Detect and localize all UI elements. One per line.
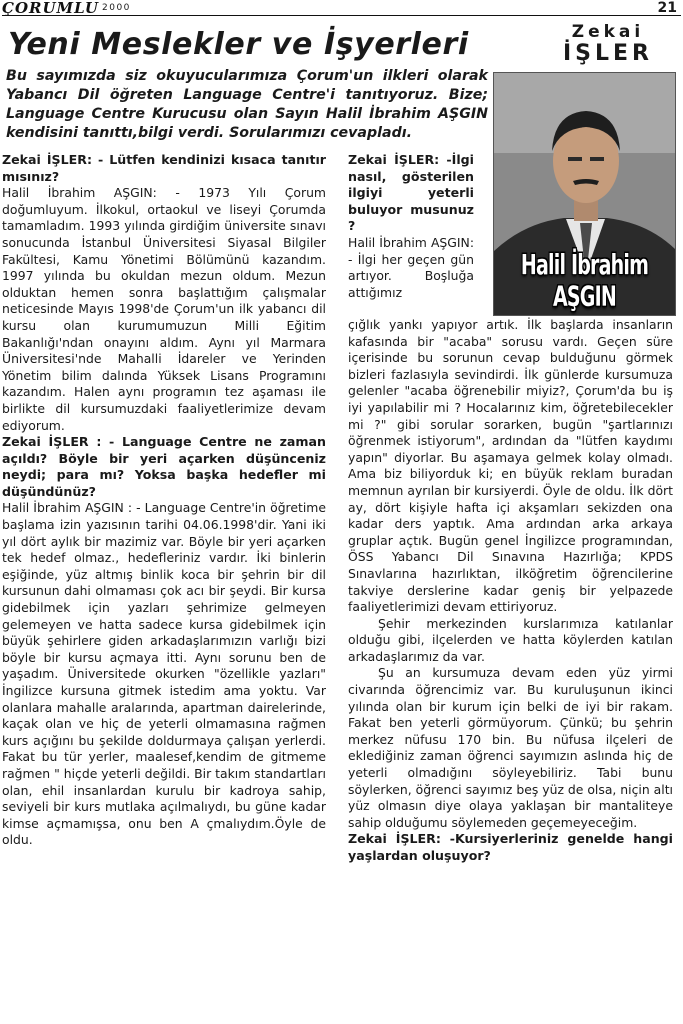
column-right bbox=[348, 317, 673, 865]
question-4: Zekai İŞLER: -Kursiyerleriniz genelde hangi yaşlardan oluşuyor? bbox=[348, 831, 673, 863]
answer-1: Halil İbrahim AŞGIN: - 1973 Yılı Çorum doğumluyum. İlkokul, ortaokul ve liseyi Çorumda tamamladım. 1993 yılında girdiğim üniversite sınavı sonucunda İstanbul Üniversitesi Siyasal Bilgiler Fakültesi, Kamu Yönetimi Bölümünü kazandım. 1997 yılında bu okuldan mezun oldum. Mezun olduktan hemen sonra başlattığım çalışmalar neticesinde Mayıs 1998'de Çorum'un ilk yabancı dil kursu olan kurumumuzun Milli Eğitim Bakanlığı'ndan onayını aldım. Aynı yıl Marmara Üniversitesi'nde Mahalli İdareler ve Yerinden Yönetim bilim dalında Yüksek Lisans Programını kazandım. Halen aynı programın tez aşaması ile birlikte dil kursumuzdaki faaliyetlerimize devam ediyorum. bbox=[2, 185, 326, 433]
answer-3-paragraph-2: Şehir merkezinden kurslarımıza katılanlar olduğu gibi, ilçelerden ve hatta köylerden katılan arkadaşlarımız da var. bbox=[348, 615, 673, 664]
question-2: Zekai İŞLER : - Language Centre ne zaman açıldı? Böyle bir yeri açarken düşünceniz neydi; para mı? Yoksa başka hedefler mi düşündünüz? bbox=[2, 434, 326, 499]
page-number: 21 bbox=[657, 0, 677, 16]
magazine-logo: ÇORUMLU bbox=[2, 0, 99, 17]
question-3: Zekai İŞLER: -İlgi nasıl, gösterilen ilgiyi yeterli buluyor musunuz ? bbox=[348, 152, 474, 234]
answer-3-continued: çığlık yankı yapıyor artık. İlk başlarda insanların kafasında bir "acaba" sorusu vardı. Geçen süre içerisinde bu sorunun cevap bulduğunu görmek bizleri fazlasıyla sevindirdi. İlk günlerde kursumuza gelenler "acaba öğrenebilir miyiz?, Çorum'da bu iş iyi yapılabilir mi ? Hocalarınız kim, öğretebilecekler mi ?" gibi sorular sorarken, bugün "şartlarınızı öğrenmek istiyorum", ardından da "lütfen kaydımı yapın" diyorlar. Bu aşamaya gelmek kolay olmadı. Ama biz biliyorduk ki; en büyük reklam buradan memnun ayrılan bir kursiyerdi. Öyle de oldu. İlk dört ay, dört kişiyle hafta içi akşamları sekizden ona kadar ders yaptık. Ama ardından arka arkaya gruplar açtık. Bugün genel İngilizce programından, ÖSS Yabancı Dil Sınavına Hazırlığa; KPDS Sınavlarına hazırlıktan, ilköğretim öğrencilerine takviye derslerine kadar geniş bir yelpazede faaliyetlerimizi devam ettiriyoruz. bbox=[348, 317, 673, 615]
page-header bbox=[2, 0, 681, 16]
answer-2: Halil İbrahim AŞGIN : - Language Centre'in öğretime başlama izin yazısının tarihi 04.06.1998'dir. Yani iki yıl dört aylık bir mazimiz var. Böyle bir yeri açarken tek hedef olmaz., hedefleriniz vardır. İki binlerin eşiğinde, yüz altmış binlik koca bir şehrin bir dil kursunun dahi olmaması çok acı bir şeydi. Bir kursa gidebilmek için yazları şehrimize gelmeyen gelemeyen ve hatta sadece kursa gidebilmek için büyük şehirlere giden arkadaşlarımızın varlığı bizi böyle bir kursu açmaya itti. Aynı sorunu ben de yaşadım. Üniversitede okurken "özellikle yazları" İngilizce kursuna gitmek istedim ama yoktu. Var olanlara mahalle aralarında, apartman dairelerinde, kaçak olan ve hiç de yeterli olmamasına rağmen kurs açığını bu şekilde doldurmaya çalışan yerlerdi. Fakat bu tür yerler, maalesef,kendim de gitmeme rağmen " hiçde yeterli değildi. Bir takım standartları olan, ehil insanlardan kurulu bir kadroya sahip, seviyeli bir kurs mutlaka açılmalıydı, bu güne kadar kimse açmamışsa, onu ben A çmalıydım.Öyle de oldu. bbox=[2, 500, 326, 848]
photo-caption: Halil İbrahim AŞGIN bbox=[520, 249, 649, 313]
article-intro: Bu sayımızda siz okuyucularımıza Çorum'un ilkleri olarak Yabancı Dil öğreten Language Centre'i tanıtıyoruz. Bize; Language Centre Kurucusu olan Sayın Halil İbrahim AŞGIN kendisini tanıttı,bilgi verdi. Sorularımızı cevapladı. bbox=[6, 68, 488, 141]
column-left bbox=[2, 152, 326, 849]
interviewee-photo bbox=[493, 72, 676, 316]
answer-3-start: Halil İbrahim AŞGIN: - İlgi her geçen gün artıyor. Boşluğa attığımız bbox=[348, 234, 474, 300]
question-1: Zekai İŞLER: - Lütfen kendinizi kısaca tanıtır mısınız? bbox=[2, 152, 326, 184]
article-headline: Yeni Meslekler ve İşyerleri bbox=[8, 27, 469, 62]
column-right-top bbox=[348, 152, 474, 301]
author-last-name: İŞLER bbox=[562, 41, 654, 66]
issue-year: 2000 bbox=[102, 3, 131, 13]
author-first-name: Zekai bbox=[571, 22, 645, 42]
answer-3-paragraph-3: Şu an kursumuza devam eden yüz yirmi civarında öğrencimiz var. Bu kuruluşunun ikinci yılında olan bir kurum için belki de iyi bir rakam. Fakat ben yeterli görmüyorum. Çünkü; bu şehrin merkez nüfusu 170 bin. Bu nüfusa ilçeleri de eklediğiniz zaman öğrenci sayımızın aslında hiç de yeterli olmadığını söyleyebiliriz. Tabi bunu söylerken, öğrenci sayımız beş yüz de olsa, niçin altı yüz olmasın diye olaya yaklaşan bir mantaliteye sahip olduğumu söylemeden geçemeyeceğim. bbox=[348, 665, 673, 830]
